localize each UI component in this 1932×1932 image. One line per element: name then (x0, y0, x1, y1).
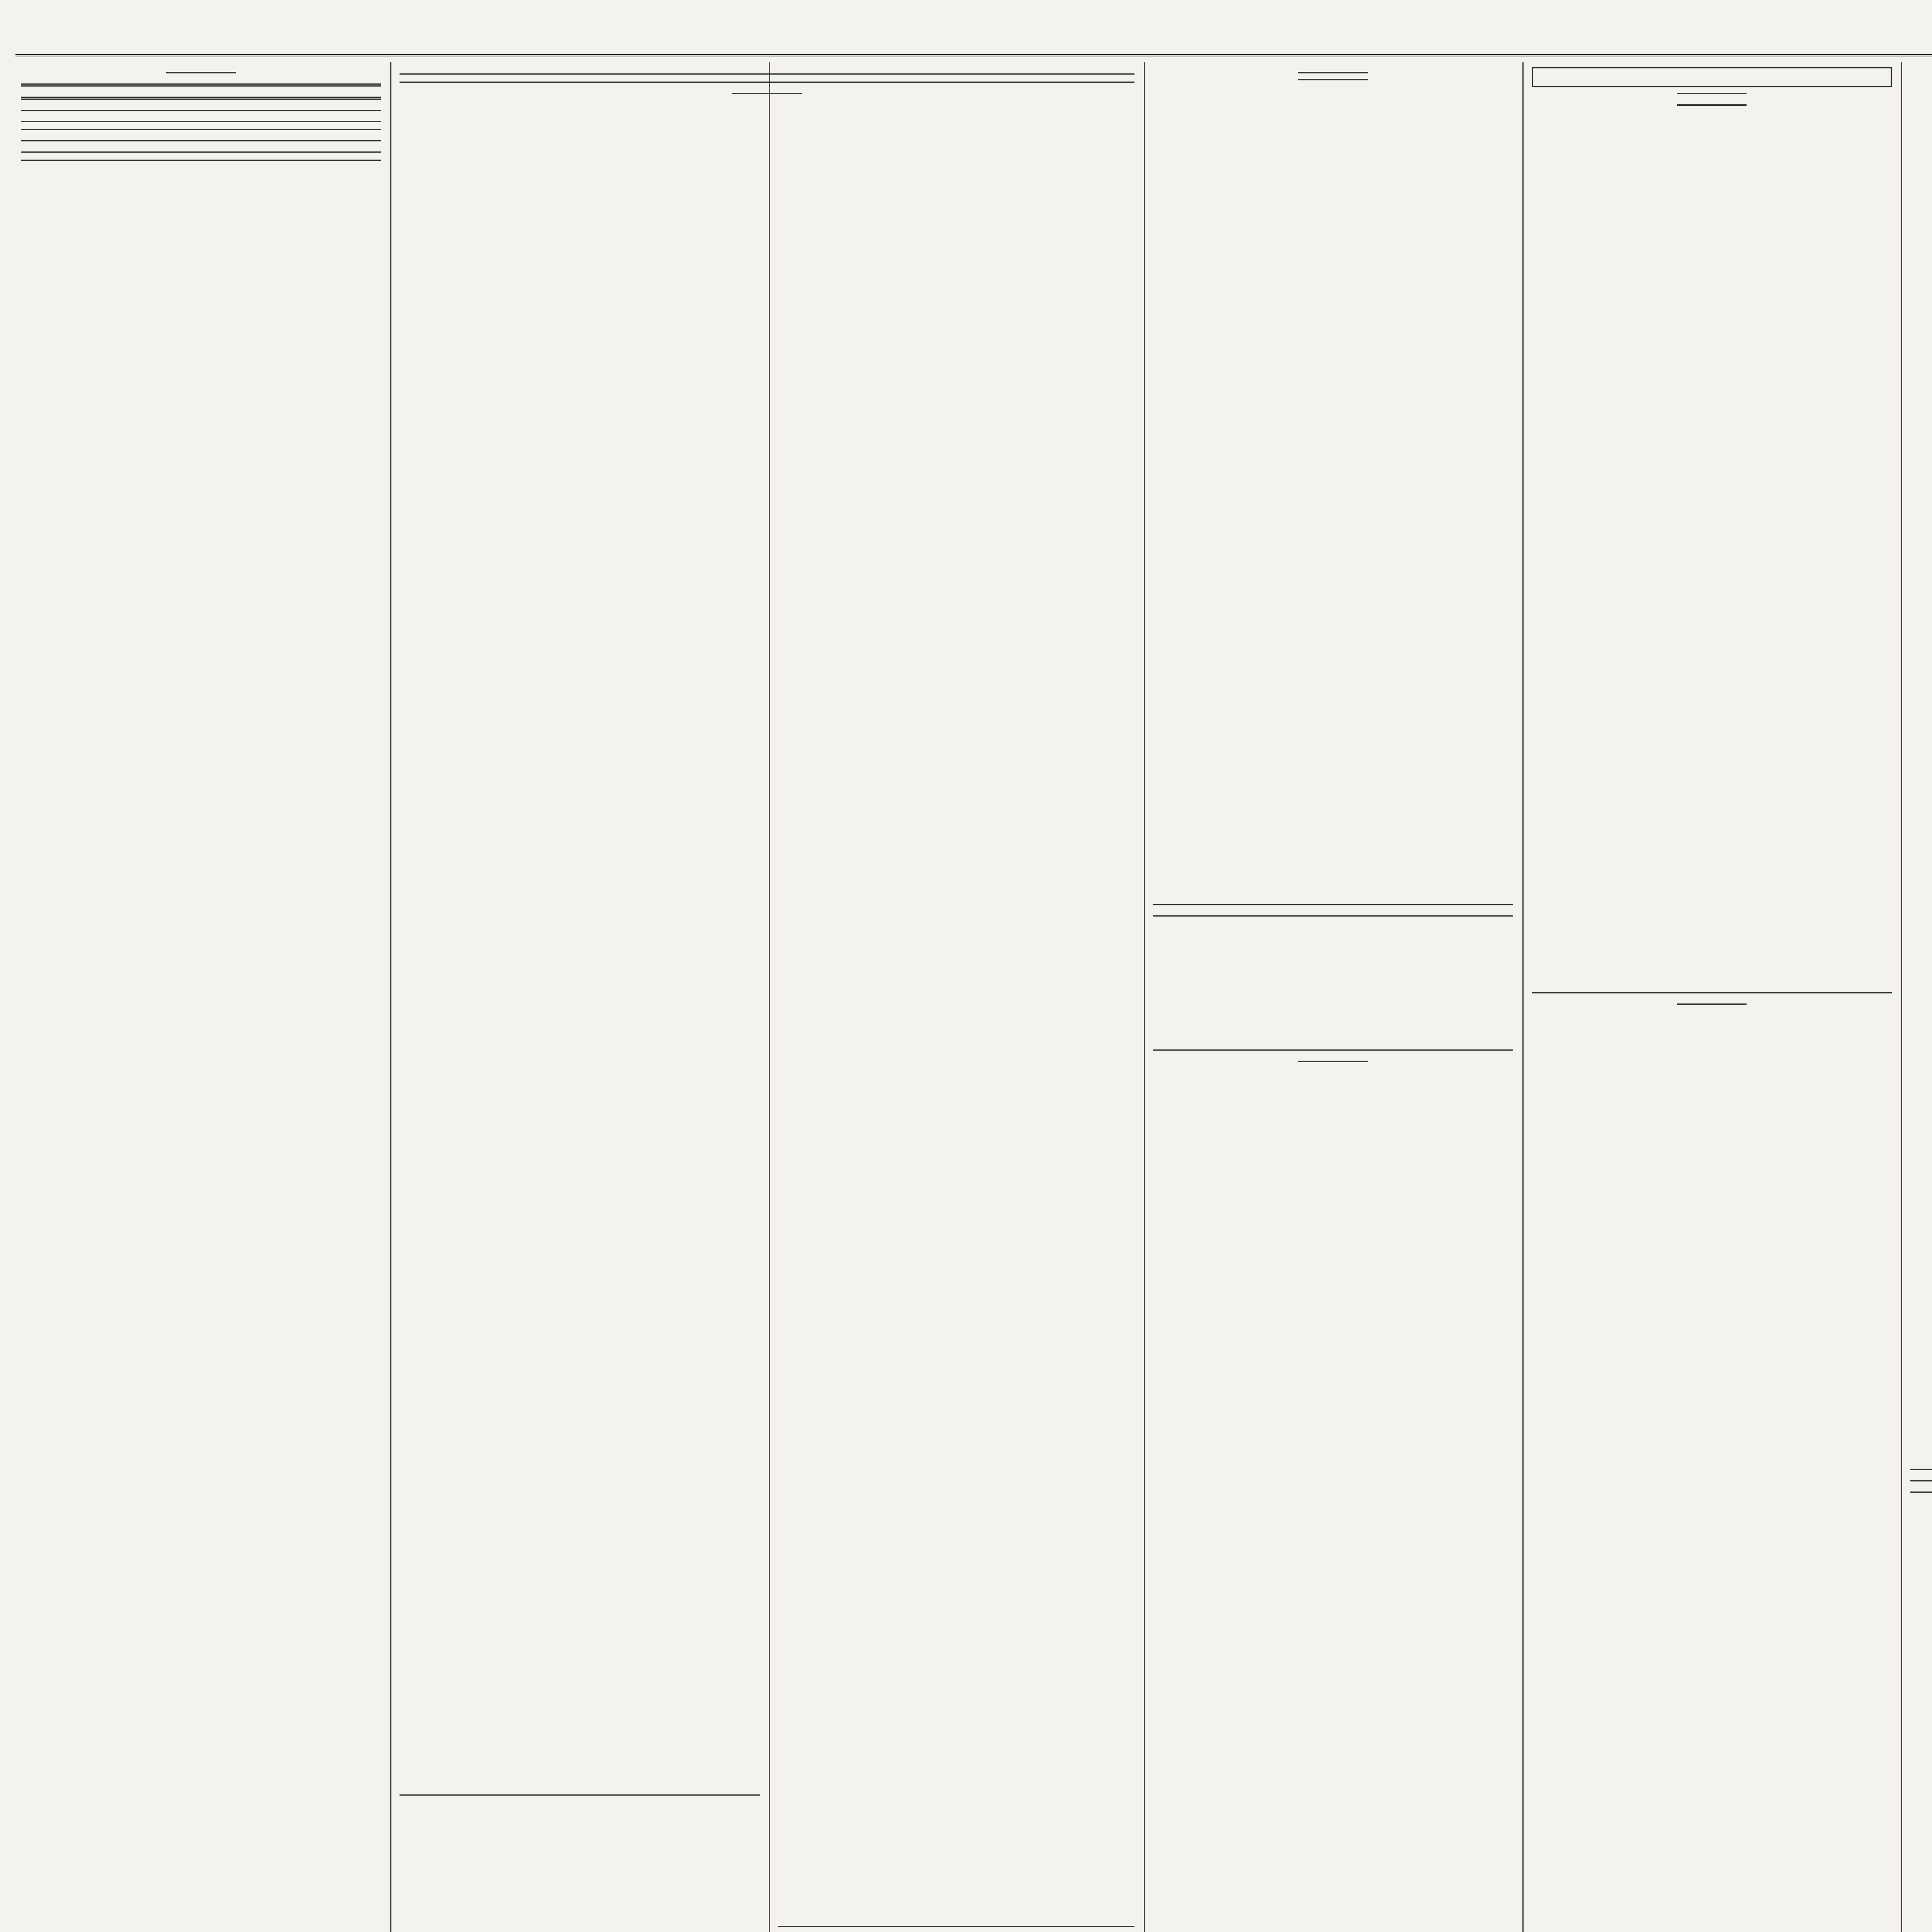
divider (1153, 1049, 1513, 1051)
editorial-section (394, 62, 1140, 1615)
divider (1910, 1492, 1932, 1493)
divider (21, 83, 381, 87)
advertisement-column (15, 62, 386, 1932)
divider (1677, 1003, 1747, 1005)
news-column (1905, 62, 1932, 1932)
divider (1298, 1061, 1368, 1062)
news-column (394, 1561, 765, 1932)
divider (1532, 992, 1892, 993)
divider (21, 97, 381, 100)
divider (21, 121, 381, 122)
article-body-continued (1532, 116, 1892, 985)
article-body-continued (400, 1571, 760, 1787)
divider (778, 1926, 1134, 1927)
divider (732, 93, 802, 94)
article-body-continued (400, 1806, 760, 1932)
divider (1677, 93, 1747, 94)
article-body-continued (778, 1571, 1134, 1919)
news-column (773, 1561, 1140, 1932)
divider (1677, 104, 1747, 106)
article-body-continued (1153, 927, 1513, 1043)
column-rule (1522, 62, 1524, 1932)
divider (1298, 72, 1368, 73)
divider (1153, 904, 1513, 905)
divider (21, 129, 381, 130)
divider (21, 151, 381, 153)
divider (400, 82, 1134, 83)
divider (21, 140, 381, 141)
divider (1910, 1480, 1932, 1481)
column-rule (1901, 62, 1902, 1932)
divider (400, 1794, 760, 1796)
column-rule (1144, 62, 1145, 1932)
divider (1298, 79, 1368, 80)
article-body-continued (1910, 90, 1932, 1462)
divider (21, 110, 381, 111)
column-rule (390, 62, 391, 1932)
editorial-body-continued (400, 100, 1134, 1104)
article-body-continued (1153, 1068, 1513, 1932)
divider (166, 72, 236, 73)
news-column (1526, 62, 1897, 1932)
news-column (1148, 62, 1519, 1932)
page-header (15, 8, 1932, 56)
divider (1910, 1469, 1932, 1470)
divider (21, 160, 381, 161)
divider (1153, 915, 1513, 917)
divider (400, 73, 1134, 75)
article-body-continued (1153, 86, 1513, 897)
article-body-continued (1532, 1015, 1892, 1932)
